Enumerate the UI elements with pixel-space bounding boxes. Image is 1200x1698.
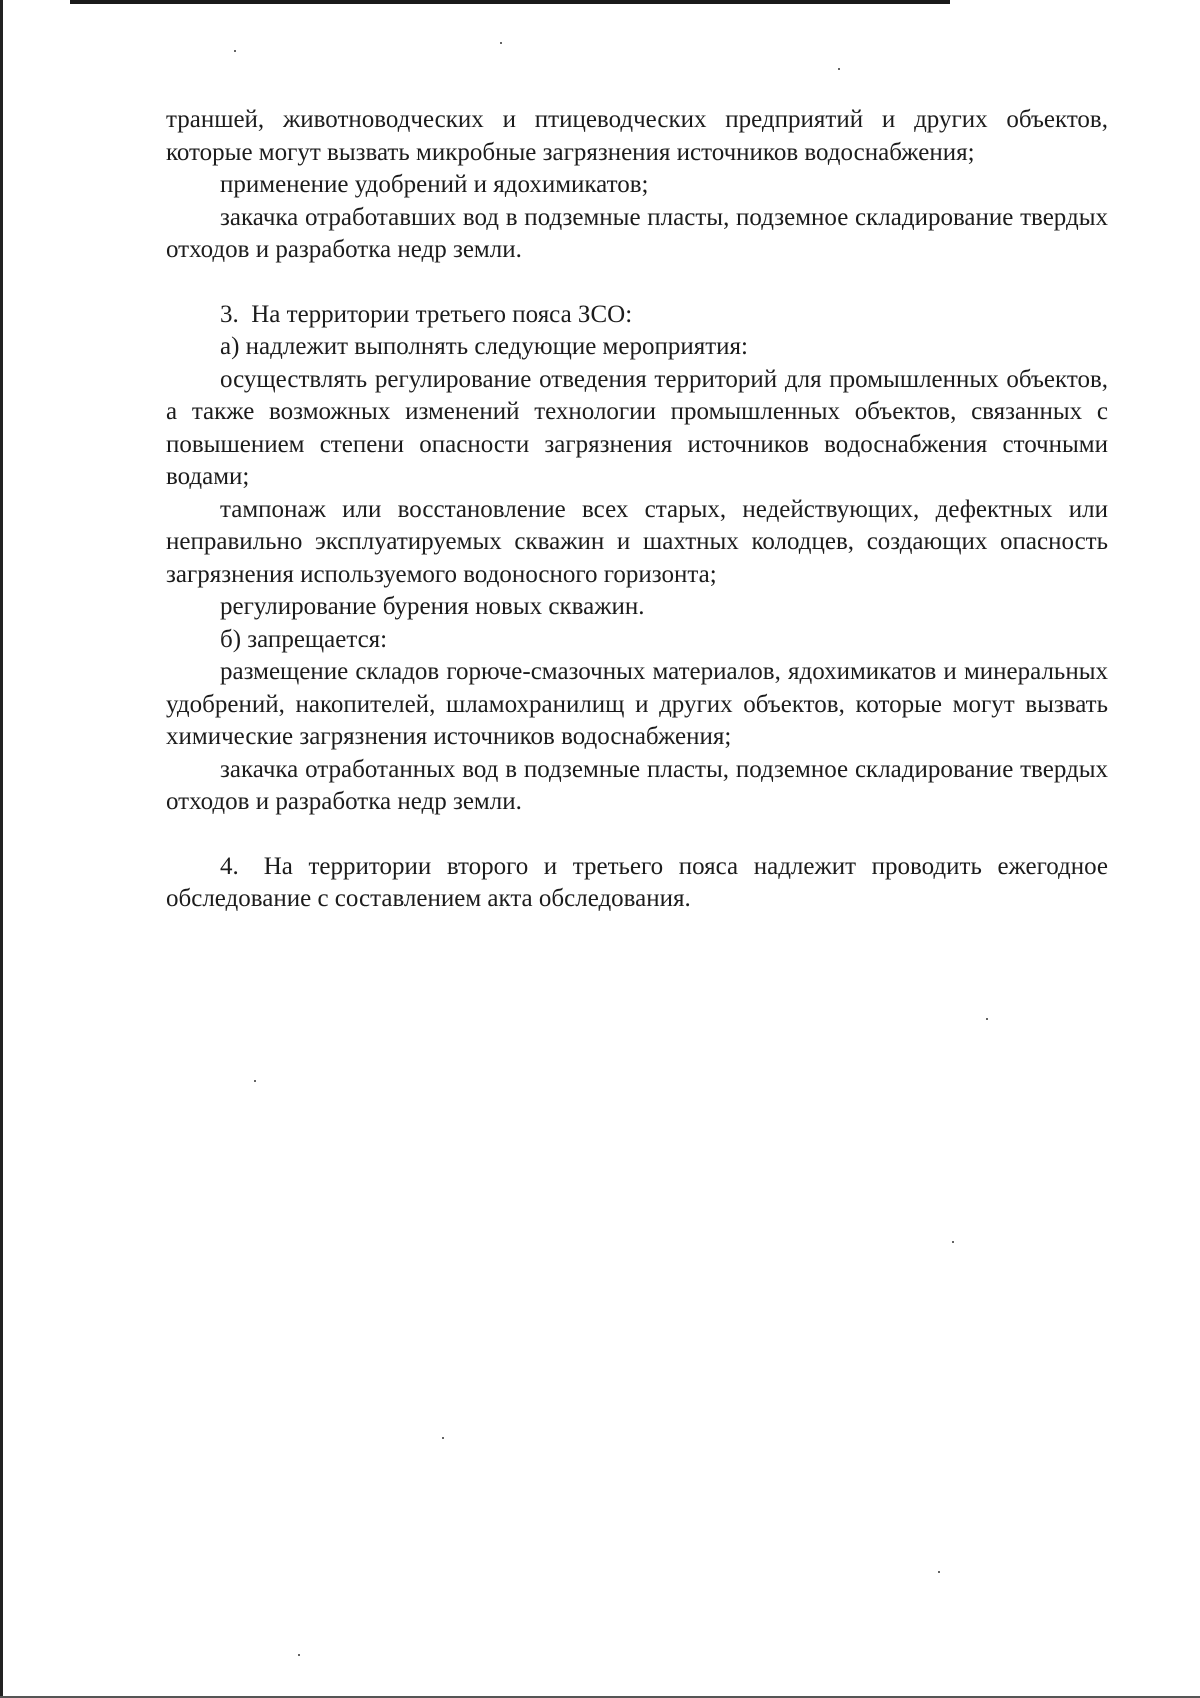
scan-speck xyxy=(938,1571,940,1573)
scan-speck xyxy=(298,1654,300,1656)
paragraph-storage-prohibition: размещение складов горюче-смазочных материалов, ядохимикатов и минеральных удобрений, накопителей, шламохранилищ и других объектов, которые могут вызвать химические загрязнения источников водоснабжения; xyxy=(166,658,1108,750)
section-3-heading: 3. На территории третьего пояса ЗСО: xyxy=(220,300,633,328)
paragraph-well-plugging: тампонаж или восстановление всех старых, недействующих, дефектных или неправильно эксплуатируемых скважин и шахтных колодцев, создающих опасность загрязнения используемого водоносного горизонта; xyxy=(166,495,1108,588)
section-4-paragraph: 4. На территории второго и третьего пояса надлежит проводить ежегодное обследование с составлением акта обследования. xyxy=(166,852,1108,912)
scan-speck xyxy=(442,1437,444,1439)
scan-speck xyxy=(952,1241,954,1243)
scan-speck xyxy=(986,1018,988,1020)
scan-edge-top xyxy=(70,0,950,4)
scan-speck xyxy=(234,50,236,52)
paragraph-territory-regulation: осуществлять регулирование отведения территорий для промышленных объектов, а также возможных изменений технологии промышленных объектов, связанных с повышением степени опасности загрязнения источников водоснабжения сточными водами; xyxy=(166,365,1108,490)
paragraph-injection-second-zone: закачка отработавших вод в подземные пласты, подземное складирование твердых отходов и разработка недр земли. xyxy=(166,203,1108,263)
paragraph-fertilizers: применение удобрений и ядохимикатов; xyxy=(220,171,649,198)
scan-edge-left xyxy=(0,0,3,1698)
scan-speck xyxy=(254,1080,256,1082)
paragraph-continued: траншей, животноводческих и птицеводческих предприятий и других объектов, которые могут вызвать микробные загрязнения источников водоснабжения; xyxy=(166,106,1108,166)
document-body xyxy=(166,104,1108,916)
paragraph-injection-third-zone: закачка отработанных вод в подземные пласты, подземное складирование твердых отходов и разработка недр земли. xyxy=(166,755,1108,815)
subsection-b-heading: б) запрещается: xyxy=(220,625,388,653)
paragraph-drilling-regulation: регулирование бурения новых скважин. xyxy=(220,593,645,620)
scan-speck xyxy=(500,42,502,44)
subsection-a-heading: а) надлежит выполнять следующие мероприятия: xyxy=(220,333,748,360)
scan-speck xyxy=(838,68,840,70)
